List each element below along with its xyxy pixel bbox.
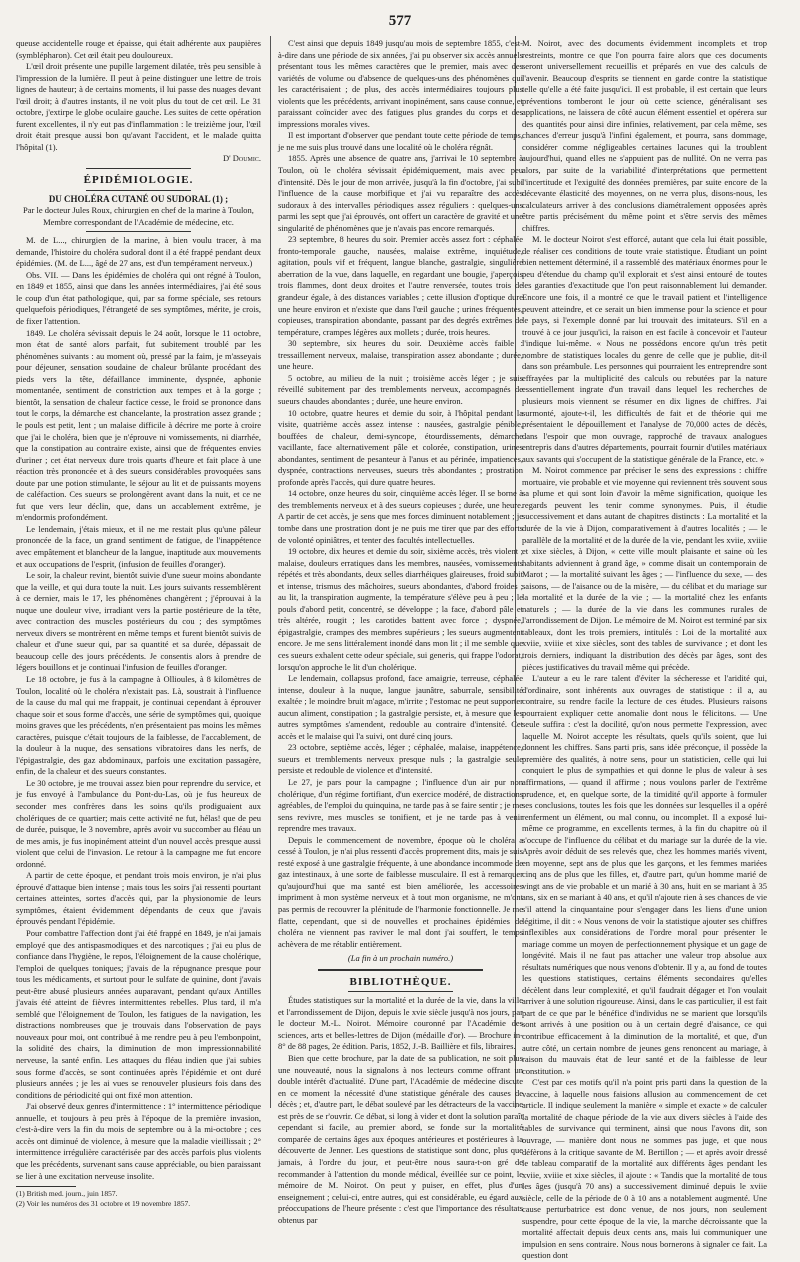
paragraph: Le 18 octobre, je fus à la campagne à Ollioules, à 8 kilomètres de Toulon, localité où le choléra n'existait pas. Là, soustrait à l'influence de la cause du mal qui me frappait, je continuai cependant à éprouver chaque soir et sous forme d'accès, une série de symptômes qui, quoique moins graves que les précédents, n'en présentaient pas moins les mêmes caractères, puisque c'était toujours de la faiblesse, de l'accablement, de la douleur à la nuque, des sensations vibratoires dans les nerfs, de l'épigastralgie, des gaz abdominaux, parfois une excitation passagère, enfin, de la chaleur et des sueurs constantes. [16,673,261,777]
page-number: 577 [388,13,412,29]
paragraph: 19 octobre, dix heures et demie du soir, sixième accès, très violent ; malaise, douleurs erratiques dans les membres, nausées, vomissements répétés et très abondants, deux selles diarrhéiques glaireuses, froid subit et intense, trismus des mâchoires, sueurs abondantes, d'abord froides ; au lit, la transpiration augmente, la température s'élève peu à peu ; le pouls d'abord petit, concentré, se développe ; la face, d'abord pâle et très altérée, rougit ; les carotides battent avec force ; dyspnée, épigastralgie, crampes des membres supérieurs ; les sueurs augmentent encore. Je me sens littéralement inondé dans mon lit ; il me semble que ces sueurs exhalent cette odeur spéciale, sui generis, qui frappe l'odorat, lorsqu'on approche le lit d'un cholérique. [278,546,523,672]
paragraph: M. le docteur Noirot s'est efforcé, autant que cela lui était possible, de réaliser ces conditions de toute vraie statistique. Étudiant un point bien nettement déterminé, il a rassemblé des matériaux énormes pour le peu d'étendue du champ qu'il explorait et s'est ainsi entouré de toutes les garanties d'exactitude que l'on peut raisonnablement lui demander. Encore une fois, il a montré ce que le travail patient et l'intelligence peuvent atteindre, et ce serait un bien immense pour la science et pour le pays, si l'exemple donné par lui trouvait des imitateurs. S'il en a trouvé à ce jour jusqu'ici, la raison en est facile à concevoir et l'auteur l'indique lui-même. « Nous ne possédons encore qu'un très petit nombre de statistiques locales du genre de celle que je publie, dit-il dans son préambule. Les personnes qui pourraient les entreprendre sont effrayées par la multiplicité des calculs ou rebutées par la nature essentiellement ingrate d'un travail dans lequel les recherches de plusieurs mois viennent se résumer en dix lignes de chiffres. J'ai surmonté, ajoute-t-il, les difficultés de fait et de théorie qui me présentaient le dépouillement et l'analyse de 70,000 actes de décès, dans l'espoir que mon ouvrage, rapproché de travaux analogues entrepris dans d'autres départements, pourrait fournir d'utiles matériaux aux savants qui s'occupent de la statistique générale de la France, etc. » [522,234,767,464]
paragraph: Il est important d'observer que pendant toute cette période de temps, je ne me suis plus trouvé dans une localité où le choléra régnât. [278,130,523,152]
column-right [522,38,767,1261]
section-heading: BIBLIOTHÈQUE. [349,975,452,988]
paragraph: 14 octobre, onze heures du soir, cinquième accès léger. Il se borne à des tremblements nerveux et à des sueurs copieuses ; durée, une heure. A partir de cet accès, je sens que mes forces diminuent notablement ; je tombe dans une prostration dont je ne puis me tirer que par des efforts de volonté opiniâtres, et tenter des facultés intellectuelles. [278,488,523,545]
separator-rule [86,231,191,232]
paragraph: 10 octobre, quatre heures et demie du soir, à l'hôpital pendant la visite, quatrième accès assez intense : nausées, gastralgie pénible, bouffées de chaleur, demi-syncope, étourdissements, démarche vacillante, face alternativement pâle et colorée, constipation, urines abondantes, sentiment de pesanteur à l'anus et au périnée, impatiences, dyspnée, contractions nerveuses, sueurs très abondantes ; prostration profonde après l'accès, qui dure quatre heures. [278,407,523,487]
paragraph: Le soir, la chaleur revint, bientôt suivie d'une sueur moins abondante que la veille, et qui dura toute la nuit. Les jours suivants ressemblèrent à ce dernier, mais le 17, les phénomènes changèrent ; j'éprouvai à la nuque une douleur vive, irradiant vers la partie postérieure de la tête, avec contraction des muscles postérieurs du cou ; des symptômes nerveux divers se montrèrent en même temps et furent bientôt suivis de chaleur et d'une sueur qui, par sa quantité et sa durée, dépassait de beaucoup celle des jours précédents. Je consentis alors à prendre de légers bouillons et je continuai l'infusion de feuilles d'oranger. [16,570,261,673]
paragraph: 23 septembre, 8 heures du soir. Premier accès assez fort : céphalée fronto-temporale gauche, nausées, malaise extrême, inquiétude, agitation, pouls vif et fréquent, langue blanche, gastralgie, singulière aberration de la vue, dans laquelle, en regardant une bougie, j'aperçois trois flammes, dont deux droites et l'autre renversée, toutes trois de grandeur égale, à des distances variables ; cette illusion d'optique dure une heure environ et n'existe que dans l'œil gauche ; urines fréquentes, copieuses, transpiration abondante, passant par des degrés extrêmes de température, crampes légères aux mollets ; durée, trois heures. [278,234,523,337]
column-middle [278,38,523,1225]
paragraph: Le lendemain, j'étais mieux, et il ne me restait plus qu'une pâleur prononcée de la face, un grand sentiment de fatigue, de l'inappétence avec empâtement et blancheur de la langue, inaptitude aux mouvements et aux occupations de l'esprit, (infusion de feuilles d'oranger). [16,523,261,569]
section-heading: ÉPIDÉMIOLOGIE. [83,174,194,187]
paragraph: L'œil droit présente une pupille largement dilatée, très peu sensible à l'impression de la lumière. Il peut à peine distinguer une lettre de trois lignes de hauteur; à de certains moments, il lui passe des nuages devant l'œil droit; à d'autres instants, il ne voit plus du tout de cet œil. Le 31 octobre, j'extirpe le globe oculaire gauche. Les suites de cette opération furent excellentes, il n'y eut pas d'inflammation : le treizième jour, l'œil droit était presque aussi bon qu'avant l'accident, et le malade quitta l'hôpital (1). [16,61,261,152]
paragraph: C'est par ces motifs qu'il n'a point pris parti dans la question de la vaccine, à laquelle nous faisions allusion au commencement de cet article. Il indique seulement la manière « simple et exacte » de calculer la mortalité de chaque période de la vie aux divers siècles à l'aide des tables de survivance qui terminent, ainsi que nous l'avons dit, son ouvrage, — manière dont nous ne sommes pas juge, et que nous défèrons à la critique savante de M. Bertillon ; — et après avoir dressé le tableau comparatif de la mortalité aux différents âges pendant les xviie, xviiie et xixe siècles, il ajoute : « Tandis que la mortalité de tous les âges (jusqu'à 70 ans) a successivement diminué depuis le xviie siècle, celle de la période de 0 à 10 ans a notablement augmenté. Une cause perturbatrice est donc venue, de nos jours, non seulement suspendre, pour cette époque de la vie, la marche décroissante que la mortalité affectait depuis deux cents ans, mais lui communiquer une impulsion en sens contraire. Nous nous bornerons à signaler ce fait. La question dont [522,1077,767,1261]
paragraph: Bien que cette brochure, par la date de sa publication, ne soit plus une nouveauté, nous la signalons à nos lecteurs comme offrant un double intérêt d'actualité. D'une part, l'Académie de médecine discute en ce moment la nécessité d'une statistique générale des causes de décès ; et, d'autre part, le débat soulevé par les détracteurs de la vaccine est près de se r'ouvrir. Ce débat, si long à vider et dont la solution paraît cependant si facile, au premier abord, se fonde sur la mortalité comparée de certains âges aux époques antérieures et postérieures à la découverte de Jenner. Les questions de statistique sont donc, plus que jamais, à l'ordre du jour, et peut-être nous saura-t-on gré de recommander à l'attention du monde médical, éveillée sur ce point, le mémoire de M. Noirot. On peut y puiser, en effet, plus d'un enseignement ; celui-ci, entre autres, qui est considérable, eu égard aux préoccupations de l'heure présente : c'est que l'importance des résultats obtenus par [278,1053,523,1225]
paragraph: 1849. Le choléra sévissait depuis le 24 août, lorsque le 11 octobre, mon état de santé alors parfait, fut subitement troublé par les phénomènes suivants : au moment où, pressé par la faim, je m'asseyais pour déjeuner, sensation soudaine de chaleur brûlante procédant des pieds vers la tête, défaillance imminente, dyspnée, aphonie momentanée, sentiment de constriction aux tempes et à la gorge ; bientôt, la sensation de chaleur factice cesse, le froid se prononce dans tout le corps, la démarche est chancelante, la prostration assez grande ; le pouls est petit, lent ; un malaise difficile à décrire me porte à croire que j'ai le choléra, bien que je n'éprouve ni vomissements, ni diarrhée, que la constipation au contraire existe, ainsi que de fréquentes envies d'uriner ; cet état nerveux dure trois quarts d'heure et fait place à une réaction très prononcée et à des sueurs considérables provoquées sans doute par une potion stimulante, le séjour au lit et de puissants moyens de caléfaction. Ces sueurs se prolongèrent avant dans la nuit, et ce ne fut que vers leur déclin, que, dans un accablement extrême, je m'endormis profondément. [16,327,261,523]
column-divider [270,36,271,1108]
article-title: DU CHOLÉRA CUTANÉ OU SUDORAL (1) ; [48,193,229,204]
paragraph: Depuis le commencement de novembre, époque où le choléra a cessé à Toulon, je n'ai plus ressenti d'accès proprement dits, mais je suis resté exposé à une gastralgie fréquente, à une abondance incommode de gaz intestinaux, à une sorte de faiblesse musculaire. Il est à remarquer qu'aujourd'hui que ma santé est bien améliorée, les accessoires impriment à mon système nerveux et à tout mon organisme, ne m'ont pas permis de recouvrer la plénitude de l'harmonie fonctionnelle. Je me flatte, cependant, que si de nouvelles et prochaines épidémies de choléra ne viennent pas raviver le mal dont j'ai souffert, le temps achèvera de me rétablir entièrement. [278,834,523,949]
paragraph: Le lendemain, collapsus profond, face amaigrie, terreuse, céphalée intense, douleur à la nuque, langue jaunâtre, saburrale, sensibilité exaltée ; le moindre bruit m'agace, m'irrite ; l'estomac ne peut supporter aucun aliment, constipation ; la gastralgie persiste, et, à mesure que les autres symptômes s'amendent, redouble au contraire d'intensité. Cet accès et le malaise qui l'a suivi, ont duré cinq jours. [278,673,523,741]
paragraph: 30 septembre, six heures du soir. Deuxième accès faible : tressaillement nerveux, malaise, transpiration assez abondante ; durée, une heure. [278,338,523,372]
separator-rule [348,991,453,992]
paragraph: Études statistiques sur la mortalité et la durée de la vie, dans la ville et l'arrondissement de Dijon, depuis le xvie siècle jusqu'à nos jours, par le docteur M.-L. Noirot. Mémoire couronné par l'Académie des sciences, arts et belles-lettres de Dijon (médaille d'or). — Brochure in-8° de 88 pages, 2e édition. Paris, 1852, J.-B. Baillière et fils, libraires. [278,995,523,1052]
paragraph: 5 octobre, au milieu de la nuit ; troisième accès léger ; je suis réveillé subitement par des tremblements nerveux, accompagnés de sueurs chaudes abondantes ; durée, une heure environ. [278,372,523,406]
paragraph: C'est ainsi que depuis 1849 jusqu'au mois de septembre 1855, c'est-à-dire dans une période de six années, j'ai pu observer six accès annuels présentant tous les mêmes caractères que le premier, mais avec des variétés de volume ou d'absence de quelques-uns des phénomènes qui les caractérisaient ; de plus, des accès intermédiaires toujours plus violents que les précédents, arrivant inopinément, sans cause connue, et paraissant coïncider avec des fatigues plus grandes du corps et des impressions morales vives. [278,38,523,129]
paragraph: queuse accidentelle rouge et épaisse, qui était adhérente aux paupières (symblépharon). Cet œil était peu douloureux. [16,38,261,60]
paragraph: M. de L..., chirurgien de la marine, à bien voulu tracer, à ma demande, l'histoire du choléra sudoral dont il a été frappé pendant deux épidémies. (M. de L..., âgé de 27 ans, est d'un tempérament nerveux.) [16,235,261,269]
paragraph: L'auteur a eu le rare talent d'éviter la sécheresse et l'aridité qui, d'ordinaire, sont inhérents aux ouvrages de statistique : il a, au contraire, su rendre facile la lecture de ces études. Plusieurs raisons pourraient expliquer cette anomalie dont nous le félicitons. — Une seule suffira : c'est la docilité, qu'on nous permette l'expression, avec laquelle M. Noirot accepte les résultats, quels qu'ils soient, que lui donnent les chiffres. Sans parti pris, sans idée préconçue, il possède la première des qualités, à notre sens, pour un statisticien, celle qui lui conquiert le plus de sympathies et qui donne le plus de valeur à ses affirmations, — quand il affirme ; nous voulons parler de l'extrême prudence, et, en quelque sorte, de la timidité qu'il apporte à formuler ses conclusions, toutes les fois que les données sur lesquelles il a opéré renferment un élément, ou mal connu, ou incomplet. Il a exposé lui-même ce programme, en excellents termes, à la fin du chapitre où il s'occupe de l'influence du célibat et du mariage sur la durée de la vie. Après avoir déduit de ses relevés que, chez les hommes mariés vivent, en moyenne, sept ans de plus que les garçons, et les femmes mariées cinq ans de plus que les filles, et, d'autre part, qu'un homme marié de vingt ans de vie probable et un marié à 30 ans, huit en se mariant à 35 ans, six en se mariant à 40 ans, et qu'il n'ajoute rien à ses chances de vie s'il attend la cinquantaine pour s'engager dans les liens d'une union légitime, il dit : « Nous venons de voir la statistique ajouter ses chiffres inflexibles aux considérations de l'ordre moral pour présenter le mariage comme un moyen de perfectionnement physique et un gage de longévité. Mais il ne faut pas attacher une valeur trop absolue aux résultats numériques que nous venons d'obtenir. Il y a, au fond de toutes les questions statistiques, certains éléments secondaires qu'elles décèlent dans leur complexité, et qu'il faudrait dégager et l'on voulait arriver à une solution rigoureuse. Ainsi, dans le cas particulier, il est fait part de ce que par le bénéfice d'individus ne se marient que lorsqu'ils sont arrivés à une position ou à un certain degré d'aisance, ce qui contribue efficacement à la diminution de la mortalité, et que, d'un autre côté, un certain nombre de jeunes gens renoncent au mariage, à raison du mauvais état de leur santé et de la faiblesse de leur constitution. » [522,673,767,1076]
paragraph: M. Noirot commence par préciser le sens des expressions : chiffre mortuaire, vie probable et vie moyenne qui reviennent très souvent sous sa plume et qui sont loin d'avoir la même signification, quoique les regards peuvent les tenir comme synonymes. Puis, il étudie successivement et dans autant de chapitres distincts : La mortalité et la durée de la vie à Dijon, comparativement à d'autres localités ; — le parallèle de la mortalité et de la durée de la vie, pendant les xviie, xviiie et xixe siècles, à Dijon, « cette ville moult plaisante et saine où les habitants adviennent à grand âge, » comme disait un contemporain de Marot ; — la mortalité suivant les âges ; — l'influence du sexe, — des saisons, — de l'aisance ou de la misère, — du célibat et du mariage sur la mortalité et la durée de la vie ; — la mortalité chez les enfants naturels ; — la durée de la vie dans les communes rurales de l'arrondissement de Dijon. Le mémoire de M. Noirot est terminé par six tableaux, dont les trois premiers, intitulés : Loi de la mortalité aux xviie, xviiie et xixe siècles, sont des tables de survivance ; et dont les trois derniers, indiquant la distribution des décès par âges, sont des pièces justificatives du travail même qui précède. [522,465,767,672]
paragraph: M. Noirot, avec des documents évidemment incomplets et trop restreints, montre ce que l'on pourra faire alors que ces documents seront universellement recueillis et préparés en vue des calculs de l'avenir. Beaucoup d'esprits se tiennent en garde contre la statistique telle qu'elle a été faite jusqu'ici. Il est probable, il est certain que leurs préventions tomberont le jour où cette science, généralisant ses applications, ne laissera de côté aucun élément essentiel et opérera sur des quantités pour ainsi dire infinies, relativement, par cela même, ses chances d'erreur jusqu'à l'infini également, et pourra, sans dommage, considérer comme négligeables certaines lacunes qui la troublent aujourd'hui, quand elles ne s'appuient pas de nullité. On ne verra pas alors, par suite de la variabilité d'interprétations que permettent l'incertitude et l'exiguïté des données premières, par suite encore de la décevante élasticité des moyennes, on ne verra plus, disons-nous, les calculateurs arriver à des conclusions diamétralement opposées après être partis précisément du même point et s'être servis des mêmes chiffres. [522,38,767,233]
footnote: (1) British med. journ., juin 1857. [16,1189,118,1199]
footnote-rule [16,1186,76,1187]
separator-rule [86,190,191,191]
paragraph: A partir de cette époque, et pendant trois mois environ, je n'ai plus éprouvé d'attaque bien intense ; mais tous les soirs j'ai ressenti pourtant certaines atteintes, sortes d'accès qui, par la physionomie de leurs symptômes, étaient évidemment dépendants de ceux que j'avais éprouvés pendant l'épidémie. [16,870,261,927]
separator-rule [318,969,483,971]
column-left [16,38,261,1208]
article-byline: Par le docteur Jules Roux, chirurgien en chef de la marine à Toulon, Membre correspondant de l'Académie de médecine, etc. [23,205,254,227]
paragraph: 23 octobre, septième accès, léger ; céphalée, malaise, inappétence, sueurs et tremblements nerveux presque nuls ; la gastralgie seule persiste et redouble de violence et d'intensité. [278,742,523,776]
footnote: (2) Voir les numéros des 31 octobre et 19 novembre 1857. [16,1198,191,1208]
paragraph: Obs. VII. — Dans les épidémies de choléra qui ont régné à Toulon, en 1849 et 1855, ainsi que dans les années intermédiaires, j'ai été sous le coup d'un état pathologique, qui, par sa forme spéciale, ses retours quelquefois périodiques, l'étrangeté de ses symptômes, mérite, je crois, de fixer l'attention. [16,269,261,327]
paragraph: Pour combattre l'affection dont j'ai été frappé en 1849, je n'ai jamais employé que des antispasmodiques et des narcotiques ; j'ai eu plus de confiance dans l'hygiène, le repos, l'éloignement de la cause cholérique, l'emploi de quelques toniques; j'avais de la répugnance presque pour tous les médicaments, et surtout pour le sulfate de quinine, dont j'avais peut-être abusé plusieurs années auparavant, pendant qu'aux Antilles j'avais été atteint de fièvres intermittentes rebelles. Plus tard, il m'a semblé que l'éloignement de Toulon, les fatigues de la navigation, les distractions nombreuses que je trouvais dans l'observation de pays nouveaux pour moi, ont contribué à me rendre peu à peu l'embonpoint, la solidité des chairs, la diminution de mon impressionnabilité nerveuse, la santé enfin. Les attaques du fléau indien que j'ai subies sous forme d'accès, se sont continuées après l'épidémie et ont duré plusieurs années ; je les ai vues se renouveler plusieurs fois dans des conditions de périodicité qui ont fixé mon attention. [16,928,261,1100]
paragraph: J'ai observé deux genres d'intermittence : 1° intermittence périodique annuelle, et toujours à peu près à l'époque de la première invasion, c'est-à-dire vers la fin du mois de septembre ou à la mi-octobre ; ces accès ont diminué de violence, à mesure que la maladie vieillissait ; 2° intermittence irrégulière caractérisée par des accès parfois plus violents que les précédents, survenant sans cause appréciable, ou bien paraissant se lier à une excitation nerveuse insolite. [16,1101,261,1181]
continued-note: (La fin à un prochain numéro.) [347,953,454,964]
paragraph: 1855. Après une absence de quatre ans, j'arrivai le 10 septembre à Toulon, où le choléra sévissait épidémiquement, mais avec peu d'intensité. Dès le jour de mon arrivée, jusqu'à la fin d'octobre, j'ai subi l'influence de la cause morbifique et j'ai vu reparaître des accès sudoraux à des intervalles périodiques assez réguliers : quelques-uns parmi les sept que j'ai éprouvés, ont offert un caractère de gravité et une singularité de phénomènes que je n'avais pas encore remarqués. [278,153,523,233]
paragraph: Le 30 octobre, je me trouvai assez bien pour reprendre du service, et je fus envoyé à l'ambulance du Pont-du-Las, où je fus heureux de seconder mes confrères dans les soins qu'ils prodiguaient aux cholériques de ce quartier; mais cette activité ne fut, hélas! que de peu de durée, puisque, le 3 novembre, après avoir vu succomber au fléau un de mes amis, je fus inopinément atteint d'un nouvel accès presque aussi violent que celui de l'invasion. Le retour à la campagne me fut encore ordonné. [16,777,261,869]
paragraph: Le 27, je pars pour la campagne ; l'influence d'un air pur non cholérique, d'un régime fortifiant, d'un exercice modéré, de distractions agréables, de l'emploi du quinquina, ne tarde pas à se faire sentir ; je me sens revivre, mes muscles se tonifient, et je ne tarde pas à venir reprendre mes travaux. [278,777,523,834]
separator-rule [86,168,191,169]
author-signature: D' Doumic. [222,153,261,164]
